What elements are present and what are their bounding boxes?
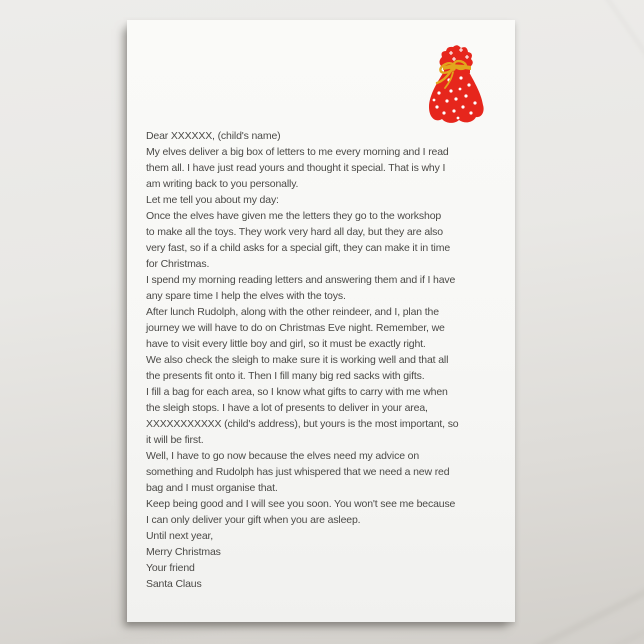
letter-line: very fast, so if a child asks for a special gift, they can make it in time: [146, 242, 451, 254]
letter-line: My elves deliver a big box of letters to me every morning and I read: [146, 146, 449, 158]
santa-sack-illustration: [425, 45, 487, 125]
letter-line: to make all the toys. They work very hard all day, but they are also: [146, 226, 443, 238]
letter-line: Merry Christmas: [146, 546, 221, 558]
letter-line: Once the elves have given me the letters they go to the workshop: [146, 210, 442, 222]
letter-line: XXXXXXXXXXX (child's address), but yours is the most important, so: [146, 418, 459, 430]
letter-line: Well, I have to go now because the elves need my advice on: [146, 450, 420, 462]
letter-line: have to visit every little boy and girl, so it must be exactly right.: [146, 338, 426, 350]
letter-line: Until next year,: [146, 530, 214, 542]
letter-line: it will be first.: [146, 434, 204, 446]
letter-line: something and Rudolph has just whispered that we need a new red: [146, 466, 450, 478]
letter-line: Let me tell you about my day:: [146, 194, 279, 206]
letter-line: Your friend: [146, 562, 195, 574]
letter-paper: [127, 20, 515, 622]
letter-line: bag and I must organise that.: [146, 482, 278, 494]
letter-line: for Christmas.: [146, 258, 210, 270]
letter-line: We also check the sleigh to make sure it is working well and that all: [146, 354, 449, 366]
letter-line: I spend my morning reading letters and answering them and if I have: [146, 274, 456, 286]
letter-line: Dear XXXXXX, (child's name): [146, 130, 281, 142]
marble-vein: [531, 548, 644, 644]
letter-line: Santa Claus: [146, 578, 202, 590]
letter-line: journey we will have to do on Christmas Eve night. Remember, we: [146, 322, 445, 334]
letter-line: Keep being good and I will see you soon. You won't see me because: [146, 498, 456, 510]
letter-text: [146, 128, 512, 592]
marble-vein: [603, 0, 644, 68]
letter-line: them all. I have just read yours and thought it special. That is why I: [146, 162, 446, 174]
letter-line: I fill a bag for each area, so I know what gifts to carry with me when: [146, 386, 448, 398]
letter-line: I can only deliver your gift when you are asleep.: [146, 514, 361, 526]
letter-line: am writing back to you personally.: [146, 178, 299, 190]
letter-line: the presents fit onto it. Then I fill many big red sacks with gifts.: [146, 370, 425, 382]
letter-line: After lunch Rudolph, along with the other reindeer, and I, plan the: [146, 306, 439, 318]
santa-sack-icon: [425, 45, 487, 125]
letter-line: the sleigh stops. I have a lot of presents to deliver in your area,: [146, 402, 428, 414]
letter-line: any spare time I help the elves with the toys.: [146, 290, 346, 302]
